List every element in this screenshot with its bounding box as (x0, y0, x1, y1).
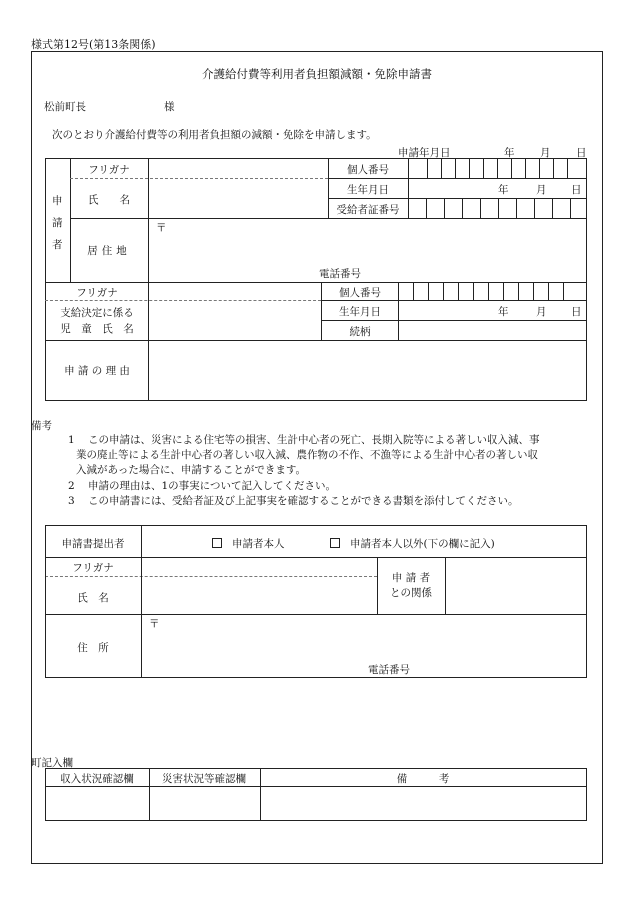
form-title: 介護給付費等利用者負担額減額・免除申請書 (202, 67, 432, 81)
note-number: 2 (68, 480, 75, 492)
submitter-option-other[interactable] (330, 536, 495, 551)
applicant-address-label: 居住地 (87, 245, 131, 257)
applicant-certificate-number-label: 受給者証番号 (336, 204, 400, 216)
child-furigana-label: フリガナ (76, 287, 118, 299)
intro-text: 次のとおり介護給付費等の利用者負担額の減額・免除を申請します。 (52, 129, 377, 141)
submitter-address-label: 住 所 (77, 642, 109, 654)
submitter-option-self[interactable] (212, 536, 285, 551)
child-name-label-line2: 児 童 氏 名 (60, 323, 134, 335)
checkbox-icon[interactable] (212, 538, 222, 548)
application-date-month: 月 (540, 147, 551, 159)
note-text: この申請書には、受給者証及び上記事実を確認することができる書類を添付してください。 (88, 495, 519, 507)
town-use-disaster-header: 災害状況等確認欄 (162, 773, 246, 785)
child-relationship-label: 続柄 (349, 326, 371, 338)
application-date-year: 年 (504, 147, 515, 159)
child-birth-year: 年 (498, 306, 509, 318)
child-birth-month: 月 (536, 306, 547, 318)
submitter-relation-line1: 申 請 者 (391, 572, 431, 584)
addressee: 松前町長 (44, 101, 86, 113)
note-number: 1 (68, 434, 75, 446)
addressee-suffix: 様 (164, 101, 175, 113)
submitter-furigana-label: フリガナ (72, 562, 114, 574)
applicant-furigana-label: フリガナ (88, 164, 130, 176)
note-text: 業の廃止等による生計中心者の著しい収入減、農作物の不作、不漁等による生計中心者の著しい収 (76, 449, 538, 461)
applicant-phone-label: 電話番号 (319, 268, 361, 280)
child-name-label-line1: 支給決定に係る (60, 307, 134, 319)
form-number: 様式第12号(第13条関係) (31, 38, 156, 51)
applicant-birth-month: 月 (536, 184, 547, 196)
submitter-relation-line2: との関係 (390, 587, 432, 599)
child-personal-number-label: 個人番号 (339, 287, 381, 299)
applicant-postal-mark: 〒 (156, 222, 167, 234)
child-birth-date-label: 生年月日 (339, 306, 381, 318)
notes-heading: 備考 (31, 420, 52, 432)
option-other-label: 申請者本人以外(下の欄に記入) (350, 538, 495, 550)
town-use-label: 町記入欄 (31, 757, 73, 769)
note-text: 入減があった場合に、申請することができます。 (76, 464, 307, 476)
submitter-label: 申請書提出者 (61, 538, 125, 550)
submitter-phone-label: 電話番号 (368, 664, 410, 676)
application-date-day: 日 (576, 147, 587, 159)
note-text: この申請は、災害による住宅等の損害、生計中心者の死亡、長期入院等による著しい収入減、事 (88, 434, 540, 446)
submitter-name-label: 氏 名 (77, 592, 109, 604)
applicant-section-label: 申請者 (52, 195, 63, 251)
applicant-birth-year: 年 (498, 184, 509, 196)
submitter-postal-mark: 〒 (149, 618, 160, 630)
note-text: 申請の理由は、1の事実について記入してください。 (88, 480, 336, 492)
child-birth-day: 日 (571, 306, 582, 318)
option-self-label: 申請者本人 (232, 538, 285, 550)
checkbox-icon[interactable] (330, 538, 340, 548)
applicant-name-label: 氏 名 (88, 194, 130, 206)
applicant-personal-number-label: 個人番号 (347, 164, 389, 176)
application-date-label: 申請年月日 (398, 147, 451, 159)
applicant-birth-day: 日 (571, 184, 582, 196)
applicant-birth-date-label: 生年月日 (347, 184, 389, 196)
town-use-income-header: 収入状況確認欄 (60, 773, 134, 785)
reason-label: 申 請 の 理 由 (64, 365, 130, 377)
town-use-remarks-header: 備 考 (396, 773, 450, 785)
note-number: 3 (68, 495, 75, 507)
